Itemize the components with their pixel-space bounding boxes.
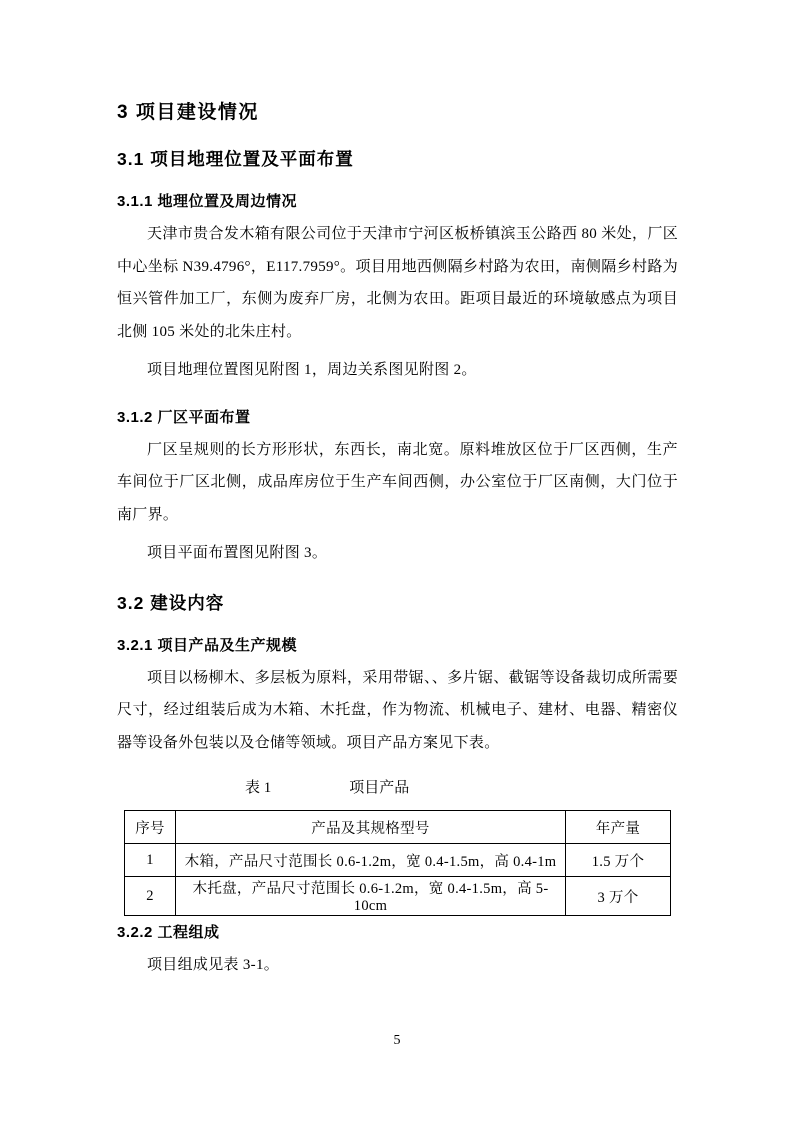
table-caption-title: 项目产品 [349,780,410,796]
table-header-output: 年产量 [566,811,671,844]
page-number: 5 [393,1033,401,1048]
section-heading-3-2: 3.2 建设内容 [117,592,225,613]
table-caption-label: 表 1 [245,780,272,796]
table-cell-index: 1 [125,844,176,877]
table-cell-output: 3 万个 [566,877,671,916]
section-heading-3-1: 3.1 项目地理位置及平面布置 [117,149,354,169]
table-header-row [125,811,671,844]
table-header-product: 产品及其规格型号 [176,811,566,844]
table-caption [245,777,678,799]
paragraph-figure-ref-3: 项目平面布置图见附图 3。 [147,545,328,561]
table-header-index: 序号 [125,811,176,844]
subsection-heading-3-1-2: 3.1.2 厂区平面布置 [117,408,251,426]
table-cell-index: 2 [125,877,176,916]
subsection-heading-3-2-2: 3.2.2 工程组成 [117,924,220,941]
page-content [117,0,678,982]
subsection-heading-3-1-1: 3.1.1 地理位置及周边情况 [117,193,298,210]
paragraph-plant-layout: 厂区呈规则的长方形形状，东西长，南北宽。原料堆放区位于厂区西侧，生产车间位于厂区北侧，成品库房位于生产车间西侧，办公室位于厂区南侧，大门位于南厂界。 [117,441,678,523]
table-row [125,877,671,916]
paragraph-project-composition: 项目组成见表 3-1。 [147,957,280,973]
paragraph-location-description: 天津市贵合发木箱有限公司位于天津市宁河区板桥镇滨玉公路西 80 米处，厂区中心坐标 N39.4796°，E117.7959°。项目用地西侧隔乡村路为农田，南侧隔乡村路为恒兴管件加工厂，东侧为废弃厂房，北侧为农田。距项目最近的环境敏感点为项目北侧 105 米处的北朱庄村。 [117,226,678,340]
subsection-heading-3-2-1: 3.2.1 项目产品及生产规模 [117,636,298,654]
table-cell-output: 1.5 万个 [566,844,671,877]
paragraph-figure-ref-1-2: 项目地理位置图见附图 1，周边关系图见附图 2。 [147,362,477,378]
table-row [125,844,671,877]
table-cell-product: 木箱，产品尺寸范围长 0.6-1.2m，宽 0.4-1.5m，高 0.4-1m [176,844,566,877]
chapter-heading: 3 项目建设情况 [117,102,259,123]
product-table [124,810,671,916]
table-cell-product: 木托盘，产品尺寸范围长 0.6-1.2m，宽 0.4-1.5m，高 5-10cm [176,877,566,916]
paragraph-products-description: 项目以杨柳木、多层板为原料，采用带锯、、多片锯、截锯等设备裁切成所需要尺寸，经过组装后成为木箱、木托盘，作为物流、机械电子、建材、电器、精密仪器等设备外包装以及仓储等领域。项目产品方案见下表。 [117,669,678,751]
